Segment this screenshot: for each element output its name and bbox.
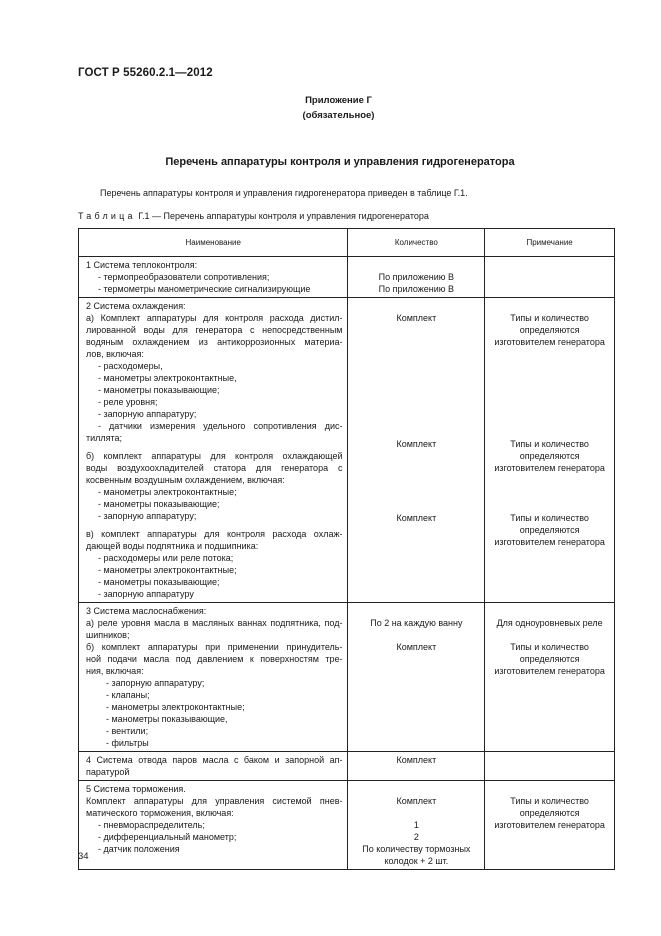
text-line: лов, включая: (86, 349, 144, 359)
header-note: Примечание (485, 229, 615, 257)
section-title: 5 Система торможения. (86, 784, 186, 794)
note-line: изготовителем генератора (494, 666, 605, 676)
note-cell (485, 298, 615, 603)
list-item: - манометры электроконтактные; (106, 702, 245, 712)
table-row (79, 752, 615, 781)
text-line: косвенным воздушным охлаждением, включая: (86, 475, 285, 485)
note-line: изготовителем генератора (494, 537, 605, 547)
intro-paragraph: Перечень аппаратуры контроля и управления гидрогенератора приведен в таблице Г.1. (100, 188, 468, 198)
table-caption (78, 211, 429, 221)
list-item: - датчик положения (98, 844, 180, 854)
table-caption-word: Таблица (78, 211, 136, 221)
list-item: - манометры показывающие; (98, 385, 220, 395)
list-item: - термометры манометрические сигнализирующие (98, 284, 311, 294)
list-item: - запорную аппаратуру; (98, 409, 197, 419)
text-line: Комплект аппаратуры для управления системой пнев- (86, 796, 343, 806)
text-line: в) комплект аппаратуры для контроля расхода охлаж- (86, 529, 343, 539)
note-line: Типы и количество (510, 313, 589, 323)
header-quantity: Количество (348, 229, 485, 257)
quantity-value: Комплект (396, 755, 437, 765)
list-item: - запорную аппаратуру; (106, 678, 205, 688)
text-line: тиллята; (86, 433, 123, 443)
list-item: - расходомеры или реле потока; (98, 553, 234, 563)
quantity-value: Комплект (396, 642, 437, 652)
quantity-value: Комплект (396, 796, 437, 806)
list-item: - термопреобразователи сопротивления; (98, 272, 270, 282)
table-row (79, 257, 615, 298)
text-line: водяным охлаждением из антикоррозионных материа- (86, 337, 343, 347)
note-line: изготовителем генератора (494, 820, 605, 830)
note-cell (485, 257, 615, 298)
note-line: Типы и количество (510, 439, 589, 449)
text-line: а) реле уровня масла в масляных ваннах подпятника, под- (86, 618, 343, 628)
list-item: - манометры показывающие; (98, 577, 220, 587)
text-line: б) комплект аппаратуры при применении принудитель- (86, 642, 343, 652)
page-number: 34 (78, 851, 89, 862)
quantity-value: Комплект (396, 313, 437, 323)
list-item: - расходомеры, (98, 361, 163, 371)
text-line: паратурой (86, 767, 130, 777)
text-line: матического торможения, включая: (86, 808, 234, 818)
note-line: Типы и количество (510, 642, 589, 652)
note-cell (485, 603, 615, 752)
note-line: изготовителем генератора (494, 463, 605, 473)
list-item: - пневмораспределитель; (98, 820, 205, 830)
text-line: шипников; (86, 630, 130, 640)
quantity-value: Комплект (396, 439, 437, 449)
note-cell (485, 781, 615, 870)
list-item: - запорную аппаратуру; (98, 511, 197, 521)
list-item: - дифференциальный манометр; (98, 832, 237, 842)
list-item: - вентили; (106, 726, 149, 736)
section-heading: Перечень аппаратуры контроля и управления гидрогенератора (165, 156, 515, 168)
document-id: ГОСТ Р 55260.2.1—2012 (78, 67, 213, 79)
note-line: Типы и количество (510, 796, 589, 806)
table-caption-text: Г.1 — Перечень аппаратуры контроля и управления гидрогенератора (135, 211, 429, 221)
appendix-title: Приложение Г (305, 95, 372, 106)
text-line: ния, включая: (86, 666, 144, 676)
section-title: 1 Система теплоконтроля: (86, 260, 198, 270)
text-line: 4 Система отвода паров масла с баком и запорной ап- (86, 755, 343, 765)
name-cell (79, 752, 348, 781)
text-line: а) Комплект аппаратуры для контроля расхода дистил- (86, 313, 343, 323)
quantity-value: 1 (413, 820, 419, 830)
list-item: - датчики измерения удельного сопротивления дис- (98, 421, 343, 431)
list-item: - клапаны; (106, 690, 150, 700)
text-line: б) комплект аппаратуры для контроля охлаждающей (86, 451, 343, 461)
note-line: определяются (519, 525, 580, 535)
quantity-value: 2 (413, 832, 419, 842)
text-line: лированной воды для генератора с непосредственным (86, 325, 343, 335)
section-title: 3 Система маслоснабжения: (86, 606, 207, 616)
note-line: изготовителем генератора (494, 337, 605, 347)
quantity-value: По 2 на каждую ванну (370, 618, 463, 628)
list-item: - фильтры (106, 738, 149, 748)
quantity-value: Комплект (396, 513, 437, 523)
table-header-row (79, 229, 615, 257)
quantity-value: По приложению В (378, 284, 455, 294)
note-line: Типы и количество (510, 513, 589, 523)
note-line: Для одноуровневых реле (496, 618, 603, 628)
name-cell (79, 603, 348, 752)
quantity-value: По приложению В (378, 272, 455, 282)
table-row (79, 781, 615, 870)
name-cell (79, 257, 348, 298)
list-item: - запорную аппаратуру (98, 589, 194, 599)
note-line: определяются (519, 654, 580, 664)
text-line: воды воздухоохладителей статора для генератора с (86, 463, 343, 473)
text-line: ной подачи масла под давлением к поверхностям тре- (86, 654, 343, 664)
list-item: - манометры электроконтактные; (98, 565, 237, 575)
quantity-cell (348, 752, 485, 781)
text-line: дающей воды подпятника и подшипника: (86, 541, 259, 551)
quantity-value: колодок + 2 шт. (384, 856, 449, 866)
quantity-cell (348, 257, 485, 298)
quantity-cell (348, 298, 485, 603)
list-item: - манометры показывающие; (98, 499, 220, 509)
list-item: - реле уровня; (98, 397, 158, 407)
quantity-cell (348, 603, 485, 752)
equipment-table (78, 228, 615, 870)
list-item: - манометры электроконтактные; (98, 487, 237, 497)
header-name: Наименование (79, 229, 348, 257)
table-row (79, 603, 615, 752)
name-cell (79, 298, 348, 603)
section-title: 2 Система охлаждения: (86, 301, 186, 311)
quantity-value: По количеству тормозных (362, 844, 471, 854)
note-cell (485, 752, 615, 781)
list-item: - манометры показывающие, (106, 714, 228, 724)
name-cell (79, 781, 348, 870)
note-line: определяются (519, 451, 580, 461)
note-line: определяются (519, 808, 580, 818)
table-row (79, 298, 615, 603)
appendix-status: (обязательное) (302, 110, 375, 121)
list-item: - манометры электроконтактные, (98, 373, 237, 383)
note-line: определяются (519, 325, 580, 335)
quantity-cell (348, 781, 485, 870)
